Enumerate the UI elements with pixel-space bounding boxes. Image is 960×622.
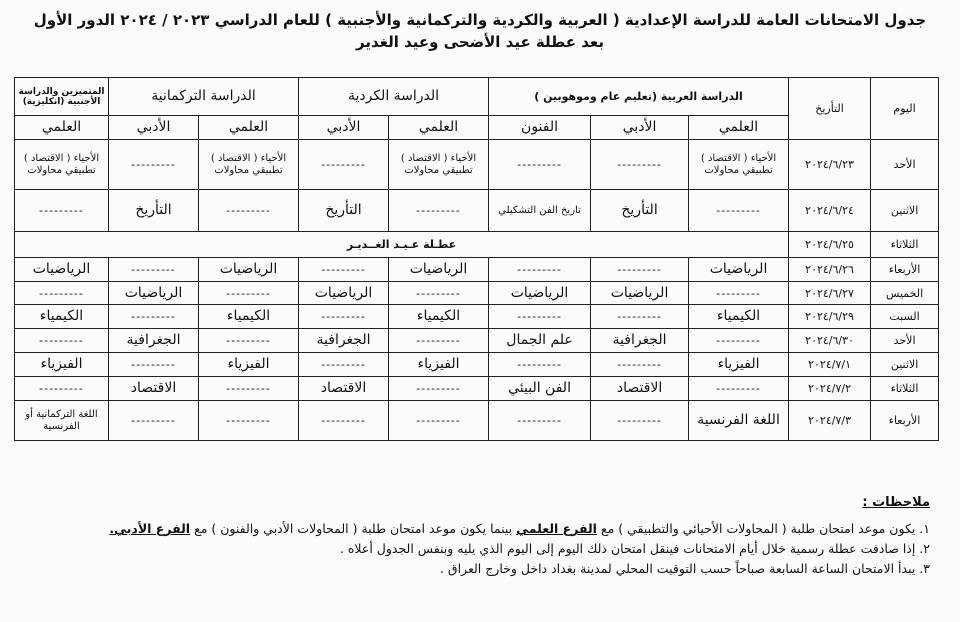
note-3: ٣. يبدأ الامتحان الساعة السابعة صباحاً حسب التوقيت المحلي لمدينة بغداد داخل وخارج العراق . xyxy=(439,561,930,576)
exam-cell: الكيمياء xyxy=(199,305,299,329)
day-cell: الأربعاء xyxy=(871,401,939,441)
day-cell: الأحد xyxy=(871,140,939,190)
exam-cell: الاقتصاد xyxy=(109,377,199,401)
branch-header: الأدبي xyxy=(299,116,389,140)
branch-header: العلمي xyxy=(689,116,789,140)
exam-cell: الاقتصاد xyxy=(591,377,689,401)
day-cell: السبت xyxy=(871,305,939,329)
note-1-literary-branch: الفرع الأدبي. xyxy=(109,521,191,536)
exam-cell: الفن البيئي xyxy=(489,377,591,401)
exam-cell: --------- xyxy=(591,401,689,441)
holiday-banner: عطـلة عـيـد الغــديـر xyxy=(15,232,789,258)
exam-cell: الكيمياء xyxy=(689,305,789,329)
exam-cell: --------- xyxy=(689,282,789,305)
exam-cell: الجغرافية xyxy=(299,329,389,353)
exam-cell: الفيزياء xyxy=(689,353,789,377)
date-cell: ٢٠٢٤/٧/٣ xyxy=(789,401,871,441)
exam-cell: الرياضيات xyxy=(109,282,199,305)
exam-cell: --------- xyxy=(389,377,489,401)
exam-cell: الرياضيات xyxy=(689,258,789,282)
table-row xyxy=(15,377,939,401)
exam-cell: الكيمياء xyxy=(389,305,489,329)
exam-cell: --------- xyxy=(109,258,199,282)
exam-cell: الأحياء ( الاقتصاد ) تطبيقي محاولات xyxy=(199,140,299,190)
header-arabic-study: الدراسة العربية (تعليم عام وموهوبين ) xyxy=(489,78,789,116)
date-cell: ٢٠٢٤/٧/١ xyxy=(789,353,871,377)
exam-cell: الرياضيات xyxy=(199,258,299,282)
exam-cell: --------- xyxy=(199,190,299,232)
branch-header: العلمي xyxy=(15,116,109,140)
exam-cell: --------- xyxy=(389,282,489,305)
exam-cell: --------- xyxy=(109,401,199,441)
table-row xyxy=(15,190,939,232)
exam-cell: الرياضيات xyxy=(591,282,689,305)
table-row xyxy=(15,282,939,305)
exam-cell: --------- xyxy=(489,401,591,441)
exam-cell: --------- xyxy=(591,353,689,377)
exam-cell: --------- xyxy=(689,190,789,232)
exam-cell: --------- xyxy=(489,258,591,282)
header-turkmen-study: الدراسة التركمانية xyxy=(109,78,299,116)
exam-cell: --------- xyxy=(489,140,591,190)
note-2: ٢. إذا صادفت عطلة رسمية خلال أيام الامتحانات فينقل امتحان ذلك اليوم إلى اليوم الذي يليه وبنفس الجدول أعلاه . xyxy=(339,541,930,556)
exam-cell: --------- xyxy=(299,353,389,377)
exam-cell: --------- xyxy=(689,377,789,401)
exam-cell: --------- xyxy=(489,353,591,377)
day-cell: الثلاثاء xyxy=(871,232,939,258)
exam-cell: الأحياء ( الاقتصاد ) تطبيقي محاولات xyxy=(389,140,489,190)
exam-cell: --------- xyxy=(199,329,299,353)
exam-cell: --------- xyxy=(15,377,109,401)
exam-cell: الفيزياء xyxy=(15,353,109,377)
table-row xyxy=(15,305,939,329)
exam-cell: --------- xyxy=(299,258,389,282)
exam-cell: --------- xyxy=(689,329,789,353)
exam-cell: الأحياء ( الاقتصاد ) تطبيقي محاولات xyxy=(689,140,789,190)
exam-cell: --------- xyxy=(591,140,689,190)
header-row-groups xyxy=(15,78,939,116)
exam-cell: الجغرافية xyxy=(109,329,199,353)
table-row xyxy=(15,401,939,441)
day-cell: الثلاثاء xyxy=(871,377,939,401)
note-1-science-branch: الفرع العلمي xyxy=(516,521,597,536)
date-cell: ٢٠٢٤/٦/٢٧ xyxy=(789,282,871,305)
exam-cell: تاريخ الفن التشكيلي xyxy=(489,190,591,232)
branch-header: الأدبي xyxy=(109,116,199,140)
exam-cell: --------- xyxy=(591,305,689,329)
exam-cell: --------- xyxy=(199,377,299,401)
document-title: جدول الامتحانات العامة للدراسة الإعدادية ( العربية والكردية والتركمانية والأجنبية ) للعام الدراسي ٢٠٢٣ / ٢٠٢٤ الدور الأول xyxy=(33,11,927,29)
day-cell: الاثنين xyxy=(871,353,939,377)
exam-cell: --------- xyxy=(109,353,199,377)
branch-header: الفنون xyxy=(489,116,591,140)
exam-cell: --------- xyxy=(299,401,389,441)
exam-cell: --------- xyxy=(389,329,489,353)
day-cell: الخميس xyxy=(871,282,939,305)
date-cell: ٢٠٢٤/٦/٢٩ xyxy=(789,305,871,329)
exam-cell: التأريخ xyxy=(299,190,389,232)
date-cell: ٢٠٢٤/٦/٢٥ xyxy=(789,232,871,258)
exam-cell: --------- xyxy=(15,282,109,305)
exam-cell: --------- xyxy=(389,190,489,232)
holiday-row xyxy=(15,232,939,258)
date-cell: ٢٠٢٤/٦/٢٣ xyxy=(789,140,871,190)
exam-cell: الفيزياء xyxy=(199,353,299,377)
exam-cell: --------- xyxy=(109,305,199,329)
notes-section xyxy=(20,493,930,579)
day-cell: الأحد xyxy=(871,329,939,353)
exam-schedule-table xyxy=(14,77,939,441)
exam-cell: --------- xyxy=(199,401,299,441)
exam-cell: --------- xyxy=(109,140,199,190)
header-kurdish-study: الدراسة الكردية xyxy=(299,78,489,116)
header-day: اليوم xyxy=(871,78,939,140)
exam-cell: --------- xyxy=(15,329,109,353)
note-1 xyxy=(20,519,930,539)
exam-cell: --------- xyxy=(299,305,389,329)
exam-cell: الجغرافية xyxy=(591,329,689,353)
table-row xyxy=(15,353,939,377)
exam-cell: الرياضيات xyxy=(15,258,109,282)
header-date: التأريخ xyxy=(789,78,871,140)
exam-cell: الفيزياء xyxy=(389,353,489,377)
branch-header: الأدبي xyxy=(591,116,689,140)
exam-cell: اللغة الفرنسية xyxy=(689,401,789,441)
exam-cell: --------- xyxy=(591,258,689,282)
table-row xyxy=(15,140,939,190)
exam-cell: علم الجمال xyxy=(489,329,591,353)
exam-cell: --------- xyxy=(389,401,489,441)
table-row xyxy=(15,258,939,282)
exam-cell: الأحياء ( الاقتصاد ) تطبيقي محاولات xyxy=(15,140,109,190)
exam-cell: الكيمياء xyxy=(15,305,109,329)
exam-cell: --------- xyxy=(199,282,299,305)
date-cell: ٢٠٢٤/٧/٢ xyxy=(789,377,871,401)
exam-cell: الاقتصاد xyxy=(299,377,389,401)
exam-cell: التأريخ xyxy=(591,190,689,232)
exam-cell: الرياضيات xyxy=(299,282,389,305)
exam-cell: --------- xyxy=(15,190,109,232)
notes-title: ملاحظات : xyxy=(862,495,930,510)
date-cell: ٢٠٢٤/٦/٣٠ xyxy=(789,329,871,353)
branch-header: العلمي xyxy=(199,116,299,140)
note-1-part-a: ١. يكون موعد امتحان طلبة ( المحاولات الأحيائي والتطبيقي ) مع xyxy=(600,521,930,536)
document-subtitle: بعد عطلة عيد الأضحى وعيد الغدير xyxy=(355,33,604,51)
exam-cell: --------- xyxy=(489,305,591,329)
table-row xyxy=(15,329,939,353)
exam-cell: التأريخ xyxy=(109,190,199,232)
date-cell: ٢٠٢٤/٦/٢٤ xyxy=(789,190,871,232)
day-cell: الأربعاء xyxy=(871,258,939,282)
branch-header: العلمي xyxy=(389,116,489,140)
header-foreign-study: المتميزين والدراسة الأجنبية (انكليزية) xyxy=(15,78,109,116)
date-cell: ٢٠٢٤/٦/٢٦ xyxy=(789,258,871,282)
exam-cell: اللغة التركمانية أو الفرنسية xyxy=(15,401,109,441)
day-cell: الاثنين xyxy=(871,190,939,232)
exam-cell: الرياضيات xyxy=(489,282,591,305)
note-1-part-c: بينما يكون موعد امتحان طلبة ( المحاولات الأدبي والفنون ) مع xyxy=(194,521,513,536)
exam-cell: --------- xyxy=(299,140,389,190)
exam-cell: الرياضيات xyxy=(389,258,489,282)
